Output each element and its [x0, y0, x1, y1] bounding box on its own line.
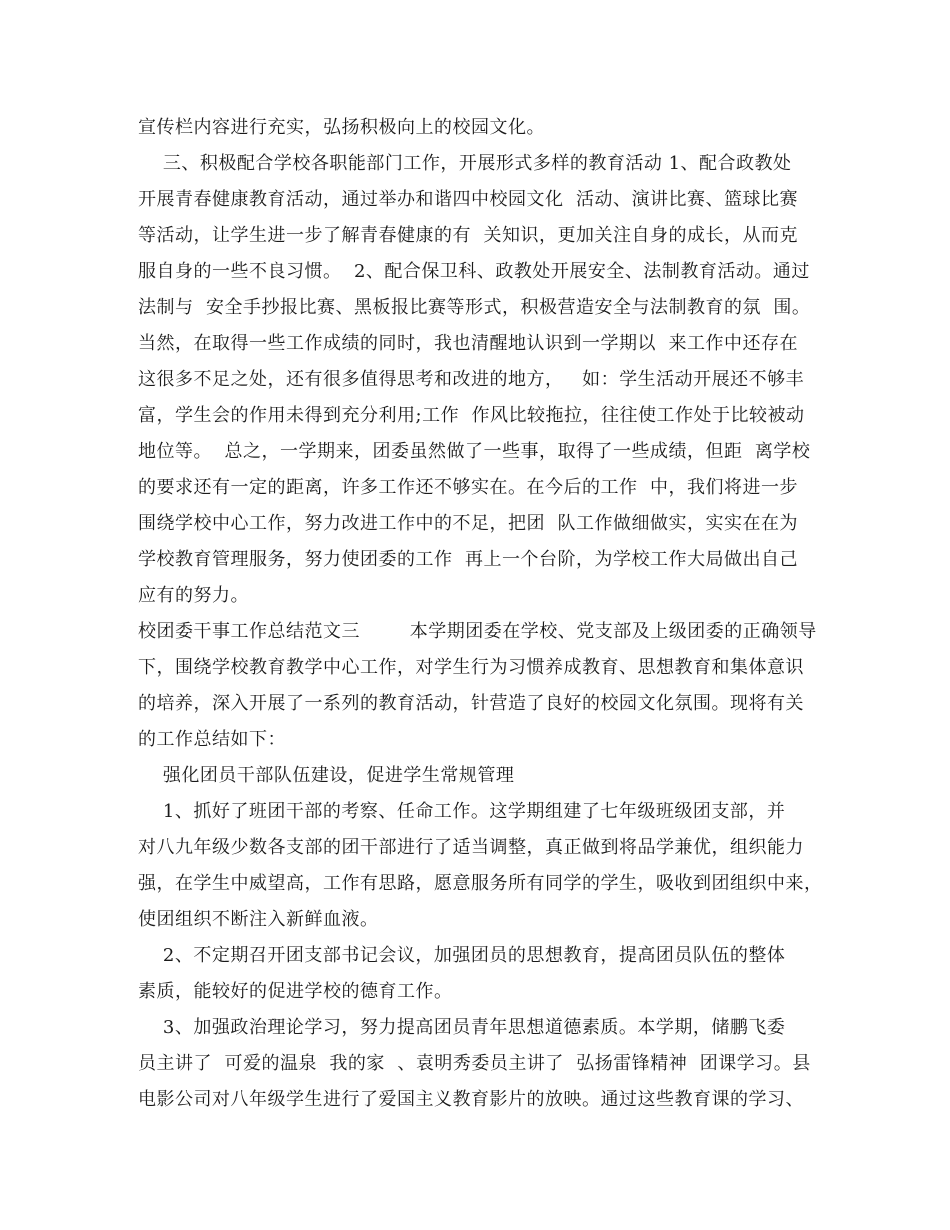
text-line: 的要求还有一定的距离，许多工作还不够实在。在今后的工作 中，我们将进一步 [138, 477, 798, 498]
text-line: 校团委干事工作总结范文三 本学期团委在学校、党支部及上级团委的正确领导 [138, 621, 817, 642]
text-line: 地位等。 总之，一学期来，团委虽然做了一些事，取得了一些成绩，但距 离学校 [138, 441, 811, 462]
text-line: 服自身的一些不良习惯。 2、配合保卫科、政教处开展安全、法制教育活动。通过 [138, 261, 810, 282]
text-line: 强，在学生中威望高，工作有思路，愿意服务所有同学的学生，吸收到团组织中来， [138, 873, 823, 894]
text-line: 对八九年级少数各支部的团干部进行了适当调整，真正做到将品学兼优，组织能力 [138, 837, 804, 858]
text-line: 围绕学校中心工作，努力改进工作中的不足，把团 队工作做细做实，实实在在为 [138, 513, 798, 534]
text-line: 等活动，让学生进一步了解青春健康的有 关知识，更加关注自身的成长，从而克 [138, 225, 798, 246]
text-line: 宣传栏内容进行充实，弘扬积极向上的校园文化。 [138, 117, 545, 138]
text-line: 下，围绕学校教育教学中心工作，对学生行为习惯养成教育、思想教育和集体意识 [138, 657, 804, 678]
text-line: 学校教育管理服务，努力使团委的工作 再上一个台阶，为学校工作大局做出自己 [138, 549, 798, 570]
text-line: 强化团员干部队伍建设，促进学生常规管理 [138, 765, 515, 786]
text-line: 的工作总结如下： [138, 729, 286, 750]
text-line: 富，学生会的作用未得到充分利用;工作 作风比较拖拉，往往使工作处于比较被动 [138, 405, 805, 426]
text-line: 使团组织不断注入新鲜血液。 [138, 909, 379, 930]
text-line: 应有的努力。 [138, 585, 249, 606]
text-line: 法制与 安全手抄报比赛、黑板报比赛等形式，积极营造安全与法制教育的氛 围。 [138, 297, 811, 318]
text-line: 的培养，深入开展了一系列的教育活动，针营造了良好的校园文化氛围。现将有关 [138, 693, 804, 714]
text-line: 电影公司对八年级学生进行了爱国主义教育影片的放映。通过这些教育课的学习、 [138, 1089, 804, 1110]
text-line: 开展青春健康教育活动，通过举办和谐四中校园文化 活动、演讲比赛、篮球比赛 [138, 189, 798, 210]
text-line: 员主讲了 可爱的温泉 我的家 、袁明秀委员主讲了 弘扬雷锋精神 团课学习。县 [138, 1053, 811, 1074]
text-line: 这很多不足之处，还有很多值得思考和改进的地方， 如：学生活动开展还不够丰 [138, 369, 805, 390]
text-line: 1、抓好了班团干部的考察、任命工作。这学期组建了七年级班级团支部，并 [138, 801, 786, 822]
text-line: 三、积极配合学校各职能部门工作，开展形式多样的教育活动 1、配合政教处 [138, 153, 792, 174]
text-line: 当然，在取得一些工作成绩的同时，我也清醒地认识到一学期以 来工作中还存在 [138, 333, 798, 354]
text-line: 素质，能较好的促进学校的德育工作。 [138, 981, 453, 1002]
text-line: 2、不定期召开团支部书记会议，加强团员的思想教育，提高团员队伍的整体 [138, 945, 786, 966]
text-line: 3、加强政治理论学习，努力提高团员青年思想道德素质。本学期，储鹏飞委 [138, 1017, 786, 1038]
